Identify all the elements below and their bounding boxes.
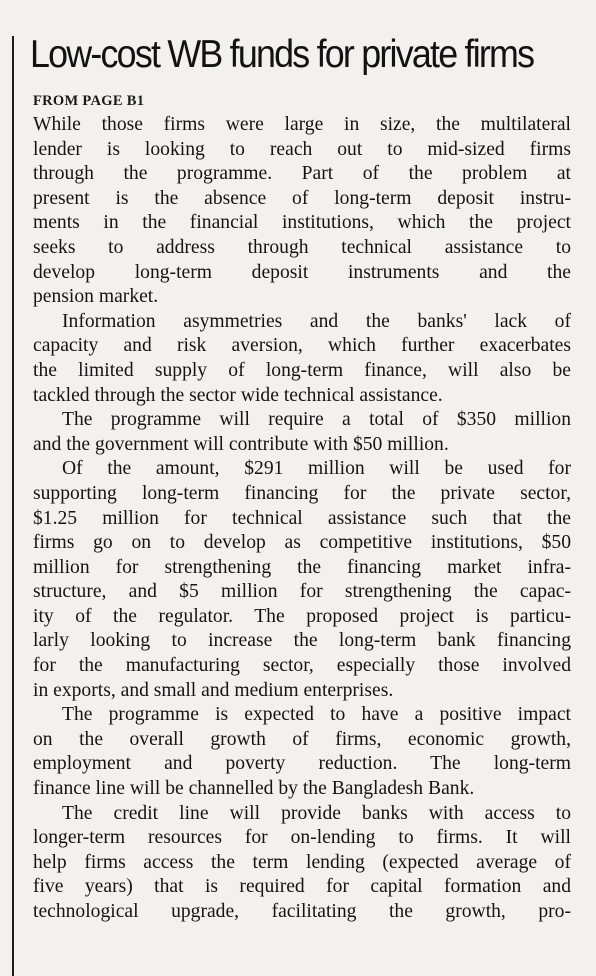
text-line: While those firms were large in size, the multilateral	[33, 114, 571, 135]
text-line: The programme will require a total of $350 million	[62, 409, 571, 431]
text-line: firms go on to develop as competitive institutions, $50	[33, 532, 571, 554]
article-paragraph	[33, 113, 571, 310]
text-line: seeks to address through technical assistance to	[33, 236, 571, 258]
article-paragraph	[33, 802, 571, 925]
article-body	[33, 113, 571, 925]
text-line: technological upgrade, facilitating the growth, pro-	[33, 901, 571, 922]
text-line: tackled through the sector wide technical assistance.	[33, 384, 443, 406]
text-line: develop long-term deposit instruments and the	[33, 261, 571, 283]
article-paragraph	[33, 457, 571, 703]
text-line: help firms access the term lending (expected average of	[33, 851, 571, 873]
article-paragraph	[33, 703, 571, 801]
text-line: supporting long-term financing for the private sector,	[33, 482, 571, 504]
article-paragraph	[33, 310, 571, 408]
text-line: and the government will contribute with $50 million.	[33, 433, 449, 455]
text-line: the limited supply of long-term finance, will also be	[33, 359, 571, 381]
article-headline: Low-cost WB funds for private firms	[30, 33, 534, 76]
text-line: in exports, and small and medium enterprises.	[33, 679, 394, 701]
text-line: Information asymmetries and the banks' lack of	[62, 310, 571, 332]
text-line: employment and poverty reduction. The long-term	[33, 753, 571, 775]
text-line: capacity and risk aversion, which further exacerbates	[33, 335, 571, 357]
text-line: through the programme. Part of the problem at	[33, 163, 571, 185]
text-line: Of the amount, $291 million will be used for	[62, 458, 571, 480]
text-line: five years) that is required for capital formation and	[33, 876, 571, 898]
text-line: lender is looking to reach out to mid-sized firms	[33, 138, 571, 160]
text-line: $1.25 million for technical assistance such that the	[33, 507, 571, 529]
article-paragraph	[33, 408, 571, 457]
text-line: structure, and $5 million for strengthening the capac-	[33, 581, 571, 603]
text-line: ments in the financial institutions, which the project	[33, 212, 571, 234]
column-rule	[12, 36, 14, 976]
text-line: pension market.	[33, 286, 159, 308]
text-line: longer-term resources for on-lending to firms. It will	[33, 827, 571, 849]
continuation-label: FROM PAGE B1	[33, 93, 145, 109]
text-line: on the overall growth of firms, economic growth,	[33, 728, 571, 750]
text-line: The credit line will provide banks with access to	[62, 802, 571, 824]
text-line: present is the absence of long-term deposit instru-	[33, 187, 571, 209]
text-line: for the manufacturing sector, especially those involved	[33, 655, 571, 677]
text-line: ity of the regulator. The proposed project is particu-	[33, 605, 571, 627]
text-line: The programme is expected to have a positive impact	[62, 704, 571, 726]
text-line: finance line will be channelled by the Bangladesh Bank.	[33, 778, 475, 800]
text-line: million for strengthening the financing market infra-	[33, 556, 571, 578]
text-line: larly looking to increase the long-term bank financing	[33, 630, 571, 652]
